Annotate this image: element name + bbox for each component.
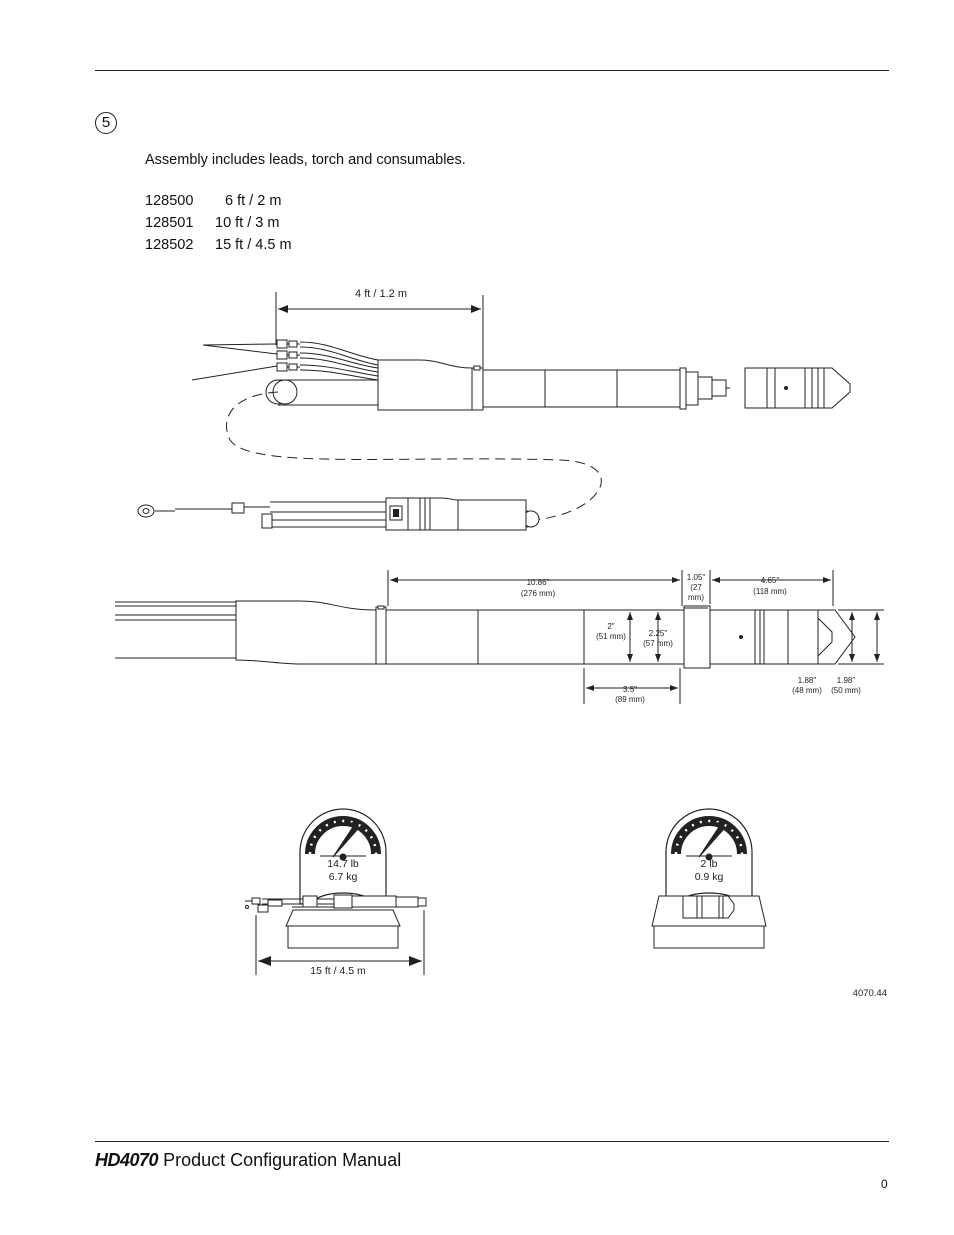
- footer-rule: [95, 1141, 889, 1142]
- part-length: 6 ft / 2 m: [225, 193, 282, 209]
- scale-right: [652, 809, 766, 948]
- part-length: 10 ft / 3 m: [215, 215, 280, 231]
- manual-title-text: Product Configuration Manual: [163, 1150, 402, 1170]
- dim-ring-mm-label: mm): [688, 593, 704, 602]
- dim-length-mm-label: (276 mm): [520, 589, 556, 598]
- scale-length-label: 15 ft / 4.5 m: [310, 965, 366, 977]
- dim-inner-label: 2": [607, 622, 615, 631]
- part-number: 128502: [145, 237, 194, 253]
- dim-tip-mm-label: (118 mm): [753, 587, 787, 596]
- dim-ring-mm-label: (27: [690, 583, 702, 592]
- dim-nozzle-mm-label: (48 mm): [792, 686, 822, 695]
- scale-weight-lb: 14.7 lb: [327, 858, 359, 870]
- lead-length-dimension: 4 ft / 1.2 m: [355, 288, 407, 300]
- part-number: 128500: [145, 193, 194, 209]
- dim-shield-mm-label: (50 mm): [831, 686, 861, 695]
- page-number: 0: [881, 1177, 888, 1191]
- torch-dimension-drawing: [115, 570, 884, 704]
- dim-outer-mm-label: (57 mm): [643, 639, 673, 648]
- dim-section-label: 3.5": [623, 685, 637, 694]
- torch-lead-illustration: [138, 288, 850, 530]
- scale-weight-kg: 6.7 kg: [328, 871, 358, 883]
- dim-inner-mm-label: (51 mm): [596, 632, 626, 641]
- intro-text: Assembly includes leads, torch and consumables.: [145, 152, 466, 168]
- dim-length-label: 10.86": [526, 578, 550, 587]
- step-number-badge: 5: [95, 112, 117, 134]
- dim-nozzle-label: 1.88": [797, 676, 817, 685]
- dim-ring-label: 1.05": [686, 573, 706, 582]
- dim-section-mm-label: (89 mm): [615, 695, 645, 704]
- figure-id: 4070.44: [852, 988, 887, 999]
- product-brand: HD4070: [95, 1150, 159, 1170]
- scale-left: [245, 809, 426, 977]
- part-number: 128501: [145, 215, 194, 231]
- dim-shield-label: 1.98": [836, 676, 856, 685]
- part-length: 15 ft / 4.5 m: [215, 237, 292, 253]
- scale-weight-kg: 0.9 kg: [694, 871, 724, 883]
- manual-title: [95, 1150, 401, 1171]
- dim-tip-label: 4.65": [760, 576, 780, 585]
- scale-weight-lb: 2 lb: [700, 858, 718, 870]
- dim-outer-label: 2.25": [648, 629, 668, 638]
